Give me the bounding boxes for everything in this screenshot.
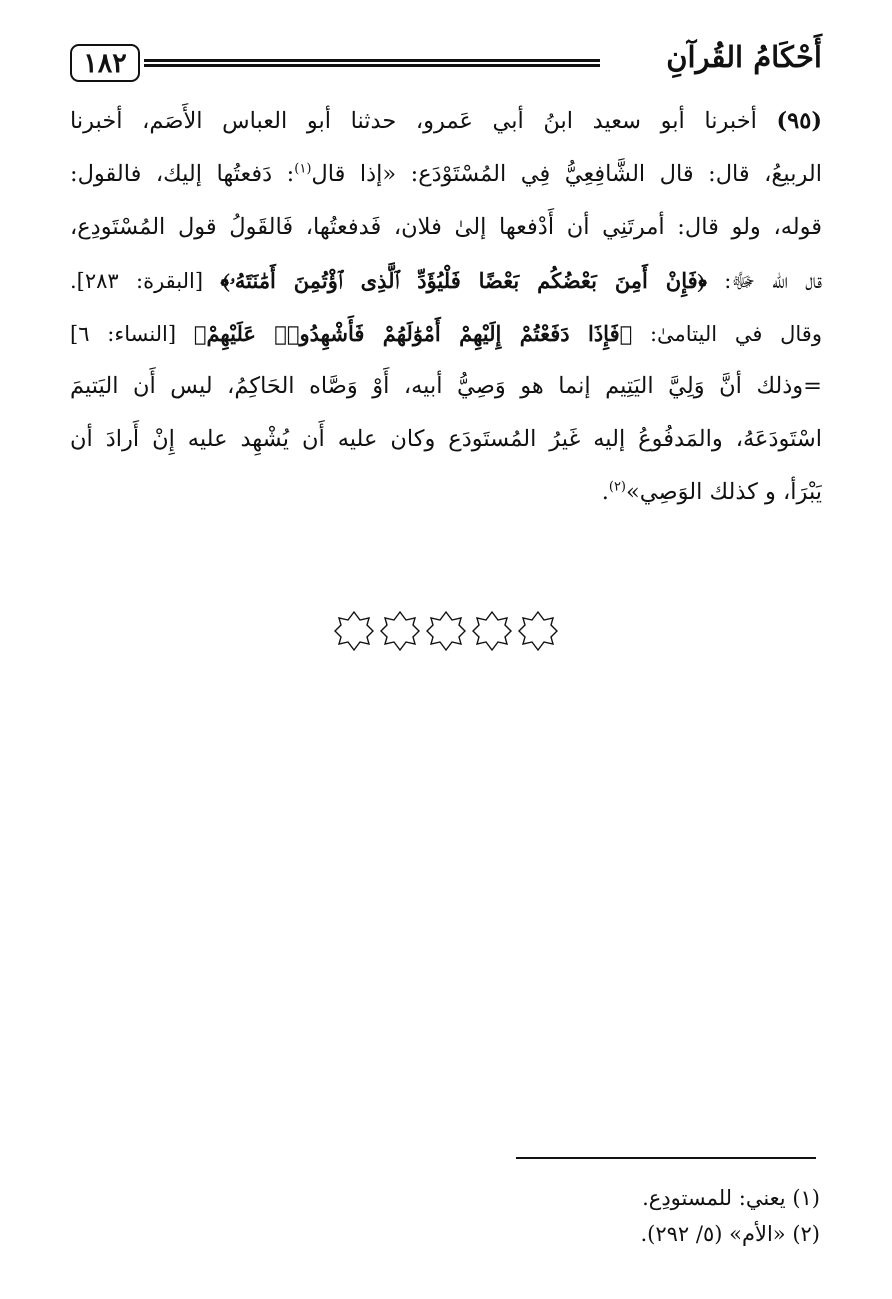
text-run: قال الله ﷻ: [706, 269, 822, 293]
eight-point-star-outline-icon [379, 610, 421, 652]
main-text [70, 95, 822, 519]
footnotes [641, 1180, 821, 1252]
quran-verse: ﴿فَإِنْ أَمِنَ بَعْضُكُم بَعْضًا فَلْيُؤَدِّ ٱلَّذِى ٱؤْتُمِنَ أَمَٰنَتَهُۥ﴾ [220, 268, 707, 293]
text-line: قوله، ولو قال: أمرتَنِي أن أَدْفعها إلىٰ فلان، فَدفعتُها، فَالقَولُ قول المُسْتَودِع، [70, 214, 822, 240]
footnote-separator [516, 1157, 816, 1159]
footnote-ref: (٢) [608, 479, 626, 495]
text-run: : دَفعتُها إليك، فالقول: [70, 161, 295, 187]
narration-number: (٩٥) [776, 108, 822, 134]
verse-reference: [البقرة: ٢٨٣]. [70, 269, 221, 293]
text-run: الربيعُ، قال: قال الشَّافِعِيُّ فِي المُسْتَوْدَع: «إذا قال [311, 161, 822, 187]
text-line: اسْتَودَعَهُ، والمَدفُوعُ إليه غَيرُ المُستَودَع وكان عليه أَن يُشْهِد عليه إِنْ أَرادَ أن [70, 426, 822, 452]
text-line [70, 95, 822, 148]
eight-point-star-outline-icon [517, 610, 559, 652]
running-title: أَحْكَامُ القُرآنِ [666, 40, 822, 74]
text-run: . [601, 479, 609, 505]
page-header [70, 38, 822, 90]
text-run: وقال في اليتامىٰ: [632, 322, 822, 346]
page-number: ١٨٢ [70, 44, 140, 82]
section-divider-ornaments [0, 610, 892, 652]
footnote-2: (٢) «الأم» (٥/ ٢٩٢). [640, 1222, 820, 1246]
footnote-ref: (١) [294, 161, 312, 177]
text-line [70, 148, 822, 201]
text-run: أخبرنا أبو سعيد ابنُ أبي عَمرو، حدثنا أبو العباس الأَصَم، أخبرنا [70, 108, 777, 134]
text-line [70, 466, 822, 519]
header-double-rule [144, 59, 600, 67]
footnote-1: (١) يعني: للمستودِع. [642, 1186, 820, 1210]
text-run: يَبْرَأ، و كذلك الوَصِي» [626, 479, 822, 505]
text-line [70, 307, 822, 360]
text-line: =وذلك أنَّ وَلِيَّ اليَتِيم إنما هو وَصِيُّ أبيه، أَوْ وَصَّاه الحَاكِمُ، ليس أَن اليَتيمَ [70, 373, 822, 399]
eight-point-star-outline-icon [471, 610, 513, 652]
eight-point-star-outline-icon [425, 610, 467, 652]
text-line [70, 254, 822, 307]
quran-verse: ﴿فَإِذَا دَفَعْتُمْ إِلَيْهِمْ أَمْوَٰلَهُمْ فَأَشْهِدُوا۟ عَلَيْهِمْ﴾ [193, 321, 633, 346]
eight-point-star-outline-icon [333, 610, 375, 652]
verse-reference: [النساء: ٦] [70, 322, 194, 346]
